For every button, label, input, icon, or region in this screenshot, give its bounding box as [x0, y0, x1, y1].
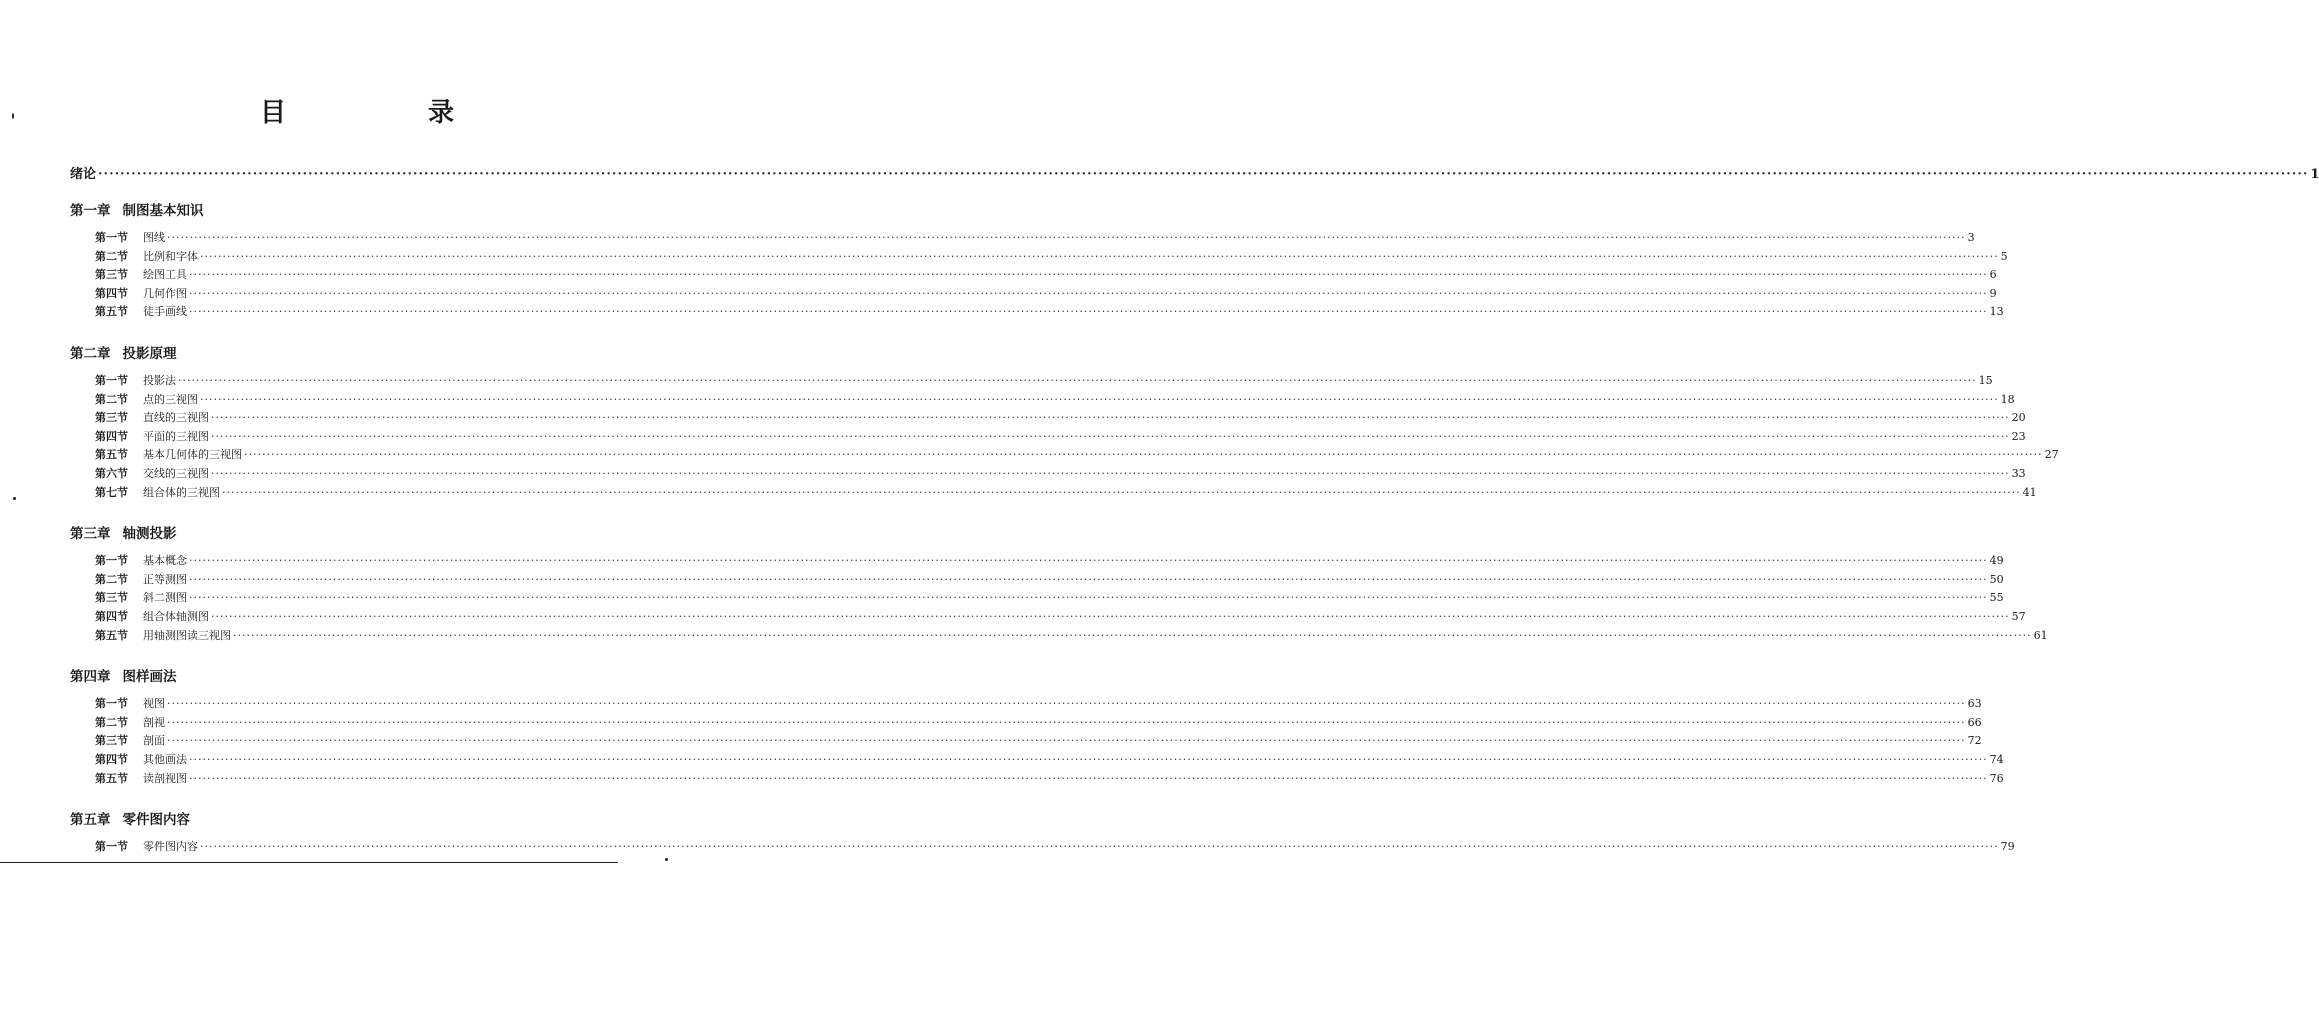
chapter-name: 图样画法 [122, 669, 177, 686]
toc-entry [95, 428, 2026, 444]
dot-leader: ················································································································································································································································································································································································································ [211, 467, 2010, 480]
dot-leader: ················································································································································································································································································································································································································ [167, 734, 1966, 748]
dot-leader: ················································································································································································································································································································································································································ [167, 715, 1966, 729]
section-number: 第五节 [95, 771, 128, 785]
dot-leader: ················································································································································································································································································································································································································ [189, 554, 1988, 568]
section-name: 组合体的三视图 [143, 485, 220, 499]
section-name: 基本概念 [143, 554, 187, 568]
page-number: 63 [1967, 697, 1982, 711]
page-number: 15 [1978, 374, 1993, 387]
dot-leader: ················································································································································································································································································································································································································ [211, 429, 2010, 443]
entry-title [95, 732, 165, 748]
toc-entry [95, 446, 2059, 462]
entry-title [95, 838, 198, 854]
entry-title [95, 695, 165, 711]
page-number: 6 [1989, 268, 1997, 282]
section-name: 图线 [143, 231, 165, 244]
entry-title: 绪论 [70, 167, 97, 182]
dot-leader: ················································································································································································································································································································································································································ [189, 572, 1988, 586]
entry-title [95, 303, 187, 319]
page-number: 27 [2044, 448, 2059, 462]
entry-title [95, 285, 187, 301]
dot-leader: ················································································································································································································································································································································································································ [189, 286, 1988, 300]
section-name: 直线的三视图 [143, 411, 209, 425]
dot-leader: ················································································································································································································································································································································································································ [189, 268, 1988, 282]
section-name: 交线的三视图 [143, 467, 209, 480]
page-number: 41 [2022, 485, 2037, 499]
toc-entry [95, 229, 1975, 245]
section-number: 第二节 [95, 249, 128, 263]
dot-leader: ················································································································································································································································································································································································································ [200, 392, 1999, 406]
chapter-heading [70, 665, 177, 685]
chapter-name: 零件图内容 [122, 812, 190, 829]
section-number: 第三节 [95, 411, 128, 425]
section-number: 第四节 [95, 429, 128, 443]
entry-title [95, 627, 231, 643]
dot-leader: ················································································································································································································································································································································································································ [189, 771, 1988, 785]
chapter-number: 第五章 [70, 812, 111, 829]
page-number: 57 [2011, 610, 2026, 623]
section-number: 第一节 [95, 231, 128, 244]
scan-speck [665, 858, 668, 861]
chapter-number: 第三章 [70, 526, 111, 543]
chapter-heading [70, 342, 177, 362]
page-number: 33 [2011, 467, 2026, 480]
dot-leader: ················································································································································································································································································································································································································ [222, 485, 2021, 499]
scan-speck [13, 497, 16, 500]
chapter-name: 投影原理 [122, 346, 177, 362]
chapter-name: 轴测投影 [122, 526, 177, 543]
section-name: 平面的三视图 [143, 429, 209, 443]
section-name: 基本几何体的三视图 [143, 448, 242, 462]
section-name: 剖视 [143, 715, 165, 729]
page-number: 74 [1989, 753, 2004, 766]
section-number: 第一节 [95, 697, 128, 711]
toc-entry [95, 391, 2015, 407]
entry-title [95, 446, 242, 462]
section-name: 零件图内容 [143, 840, 198, 854]
entry-title [95, 428, 209, 444]
toc-entry [95, 695, 1982, 711]
section-name: 比例和字体 [143, 249, 198, 263]
page-number: 66 [1967, 715, 1982, 729]
page-number: 20 [2011, 411, 2026, 425]
dot-leader: ················································································································································································································································································································································································································ [200, 249, 1999, 263]
dot-leader: ················································································································································································································································································································································································································ [98, 167, 2309, 182]
toc-entry [95, 627, 2048, 643]
toc-entry [95, 372, 1993, 388]
page-number: 3 [1967, 231, 1975, 244]
toc-entry [95, 732, 1982, 748]
entry-title [95, 484, 220, 500]
dot-leader: ················································································································································································································································································································································································································ [244, 448, 2043, 462]
dot-leader: ················································································································································································································································································································································································································ [189, 591, 1988, 605]
toc-entry [95, 751, 2004, 767]
section-number: 第二节 [95, 572, 128, 586]
section-number: 第一节 [95, 554, 128, 568]
dot-leader: ················································································································································································································································································································································································································ [211, 610, 2010, 623]
entry-title [95, 608, 209, 624]
section-number: 第七节 [95, 485, 128, 499]
entry-title [95, 552, 187, 568]
section-name: 组合体轴测图 [143, 610, 209, 623]
page-number: 50 [1989, 572, 2004, 586]
toc-entry [95, 248, 2008, 264]
chapter-name: 制图基本知识 [122, 203, 204, 219]
section-number: 第二节 [95, 715, 128, 729]
section-number: 第五节 [95, 305, 128, 319]
section-name: 正等测图 [143, 572, 187, 586]
toc-entry [95, 770, 2004, 786]
section-number: 第四节 [95, 753, 128, 766]
section-number: 第三节 [95, 268, 128, 282]
section-name: 绘图工具 [143, 268, 187, 282]
section-name: 用轴测图读三视图 [143, 628, 231, 642]
entry-title [95, 229, 165, 245]
entry-title [95, 248, 198, 264]
entry-title [95, 751, 187, 767]
entry-title [95, 372, 176, 388]
entry-title [95, 589, 187, 605]
page-number: 1 [2310, 167, 2319, 182]
page-number: 55 [1989, 591, 2004, 605]
toc-entry [95, 838, 2015, 854]
dot-leader: ················································································································································································································································································································································································································ [178, 374, 1977, 387]
toc-entry [95, 589, 2004, 605]
chapter-number: 第二章 [70, 346, 111, 362]
chapter-heading [70, 522, 177, 542]
chapter-number: 第一章 [70, 203, 111, 219]
section-name: 读剖视图 [143, 771, 187, 785]
section-name: 其他画法 [143, 753, 187, 766]
page-number: 79 [2000, 840, 2015, 854]
toc-entry [95, 303, 2004, 319]
bottom-rule [0, 862, 618, 863]
page-number: 61 [2033, 628, 2048, 642]
section-name: 剖面 [143, 734, 165, 748]
section-number: 第五节 [95, 628, 128, 642]
section-number: 第四节 [95, 610, 128, 623]
toc-entry [95, 409, 2026, 425]
page-number: 72 [1967, 734, 1982, 748]
section-number: 第六节 [95, 467, 128, 480]
section-number: 第三节 [95, 591, 128, 605]
page-number: 18 [2000, 392, 2015, 406]
scan-speck [12, 113, 14, 119]
toc-entry [95, 285, 1997, 301]
section-number: 第一节 [95, 840, 128, 854]
section-name: 几何作图 [143, 286, 187, 300]
entry-title [95, 409, 209, 425]
section-number: 第五节 [95, 448, 128, 462]
entry-title [95, 391, 198, 407]
section-name: 投影法 [143, 374, 176, 387]
entry-title [95, 465, 209, 481]
toc-entry [95, 465, 2026, 481]
toc-entry [95, 266, 1997, 282]
page-number: 13 [1989, 305, 2004, 319]
page-title: 目 录 [259, 98, 512, 128]
page-number: 9 [1989, 286, 1997, 300]
toc-entry [95, 484, 2037, 500]
section-name: 视图 [143, 697, 165, 711]
dot-leader: ················································································································································································································································································································································································································ [200, 840, 1999, 854]
entry-title [95, 266, 187, 282]
chapter-heading [70, 199, 204, 219]
chapter-number: 第四章 [70, 669, 111, 686]
section-name: 点的三视图 [143, 392, 198, 406]
page-number: 76 [1989, 771, 2004, 785]
page-number: 23 [2011, 429, 2026, 443]
dot-leader: ················································································································································································································································································································································································································ [189, 753, 1988, 766]
section-name: 徒手画线 [143, 305, 187, 319]
section-number: 第二节 [95, 392, 128, 406]
dot-leader: ················································································································································································································································································································································································································ [167, 697, 1966, 711]
dot-leader: ················································································································································································································································································································································································································ [211, 411, 2010, 425]
chapter-heading [70, 808, 190, 828]
toc-entry [95, 571, 2004, 587]
section-number: 第四节 [95, 286, 128, 300]
toc-entry [95, 714, 1982, 730]
toc-entry [95, 608, 2026, 624]
page-number: 5 [2000, 249, 2008, 263]
section-number: 第一节 [95, 374, 128, 387]
toc-entry-intro [70, 163, 2319, 182]
dot-leader: ················································································································································································································································································································································································································ [189, 305, 1988, 319]
entry-title [95, 571, 187, 587]
dot-leader: ················································································································································································································································································································································································································ [233, 628, 2032, 642]
dot-leader: ················································································································································································································································································································································································································ [167, 231, 1966, 244]
section-number: 第三节 [95, 734, 128, 748]
entry-title [95, 714, 165, 730]
page-number: 49 [1989, 554, 2004, 568]
section-name: 斜二测图 [143, 591, 187, 605]
entry-title [95, 770, 187, 786]
toc-entry [95, 552, 2004, 568]
